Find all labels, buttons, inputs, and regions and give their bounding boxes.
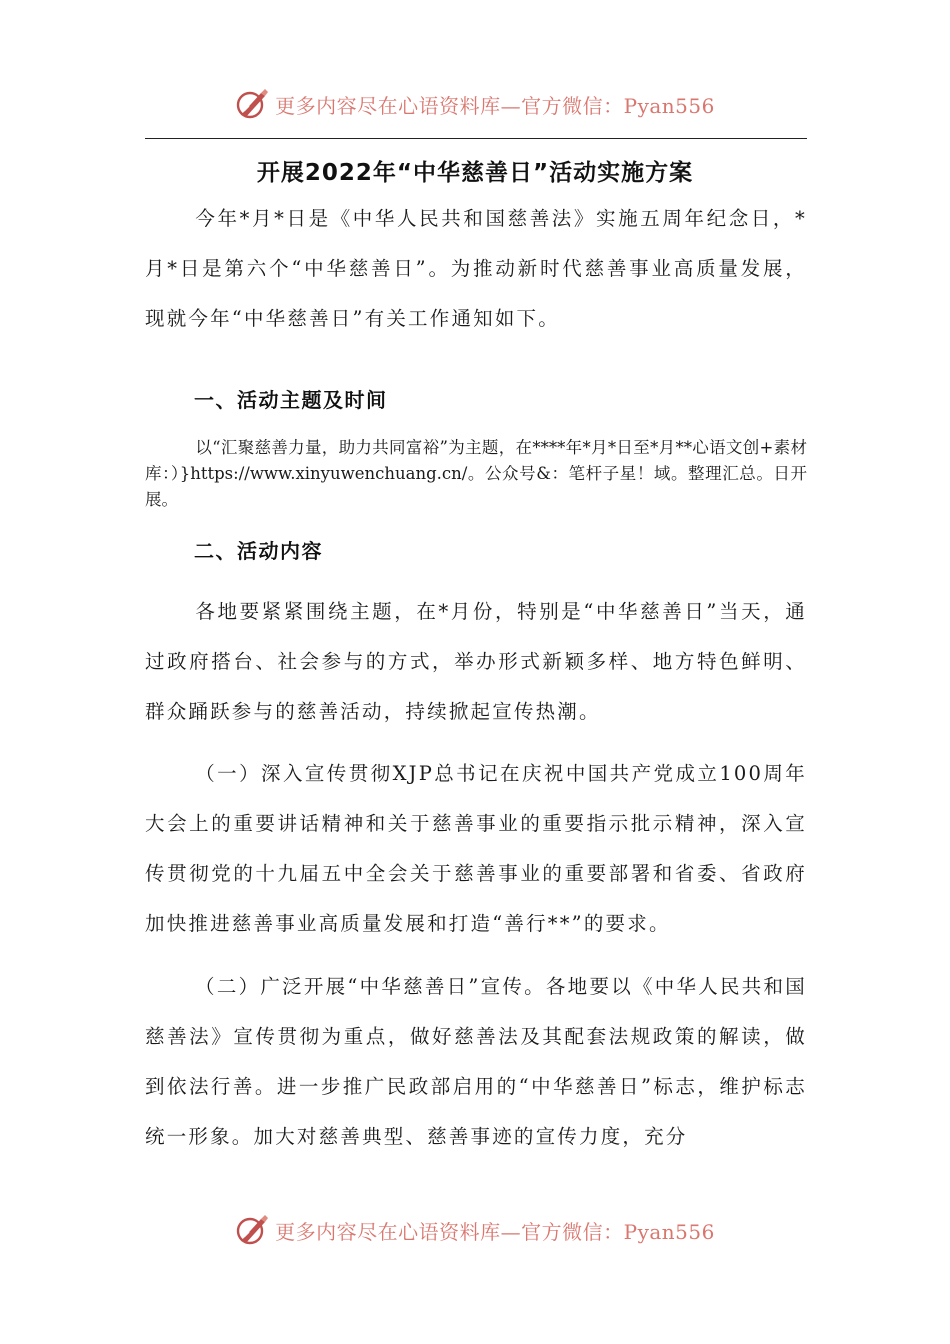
pen-logo-icon [235,1213,269,1247]
banner-text: 更多内容尽在心语资料库—官方微信：Pyan556 [275,93,715,118]
section2-paragraph [145,587,807,737]
section1-paragraph [145,435,807,513]
section1-text: 以“汇聚慈善力量，助力共同富裕”为主题，在****年*月*日至*月**心语文创+素材库：）}https://www.xinyuwenchuang.cn/。公众号&：笔杆子星！域。整理汇总。日开展。 [145,438,807,509]
item1-paragraph [145,749,807,949]
document-title: 开展2022年“中华慈善日”活动实施方案 [256,160,694,186]
item2-paragraph [145,962,807,1162]
item1-text: （一）深入宣传贯彻XJP总书记在庆祝中国共产党成立100周年大会上的重要讲话精神和关于慈善事业的重要指示批示精神，深入宣传贯彻党的十九届五中全会关于慈善事业的重要部署和省委、省政府加快推进慈善事业高质量发展和打造“善行**”的要求。 [145,762,807,935]
intro-text: 今年*月*日是《中华人民共和国慈善法》实施五周年纪念日，*月*日是第六个“中华慈善日”。为推动新时代慈善事业高质量发展，现就今年“中华慈善日”有关工作通知如下。 [145,207,807,330]
header-divider [145,138,807,139]
section2-text: 各地要紧紧围绕主题，在*月份，特别是“中华慈善日”当天，通过政府搭台、社会参与的方式，举办形式新颖多样、地方特色鲜明、群众踊跃参与的慈善活动，持续掀起宣传热潮。 [145,600,807,723]
intro-paragraph [145,194,807,344]
section1-heading: 一、活动主题及时间 [194,388,388,412]
pen-logo-icon [235,87,269,121]
footer-banner-text: 更多内容尽在心语资料库—官方微信：Pyan556 [275,1219,715,1244]
item2-text: （二）广泛开展“中华慈善日”宣传。各地要以《中华人民共和国慈善法》宣传贯彻为重点，做好慈善法及其配套法规政策的解读，做到依法行善。进一步推广民政部启用的“中华慈善日”标志，维护标志统一形象。加大对慈善典型、慈善事迹的宣传力度，充分 [145,975,807,1148]
section2-heading: 二、活动内容 [194,539,323,563]
footer-banner [0,1210,950,1250]
header-banner [0,84,950,124]
